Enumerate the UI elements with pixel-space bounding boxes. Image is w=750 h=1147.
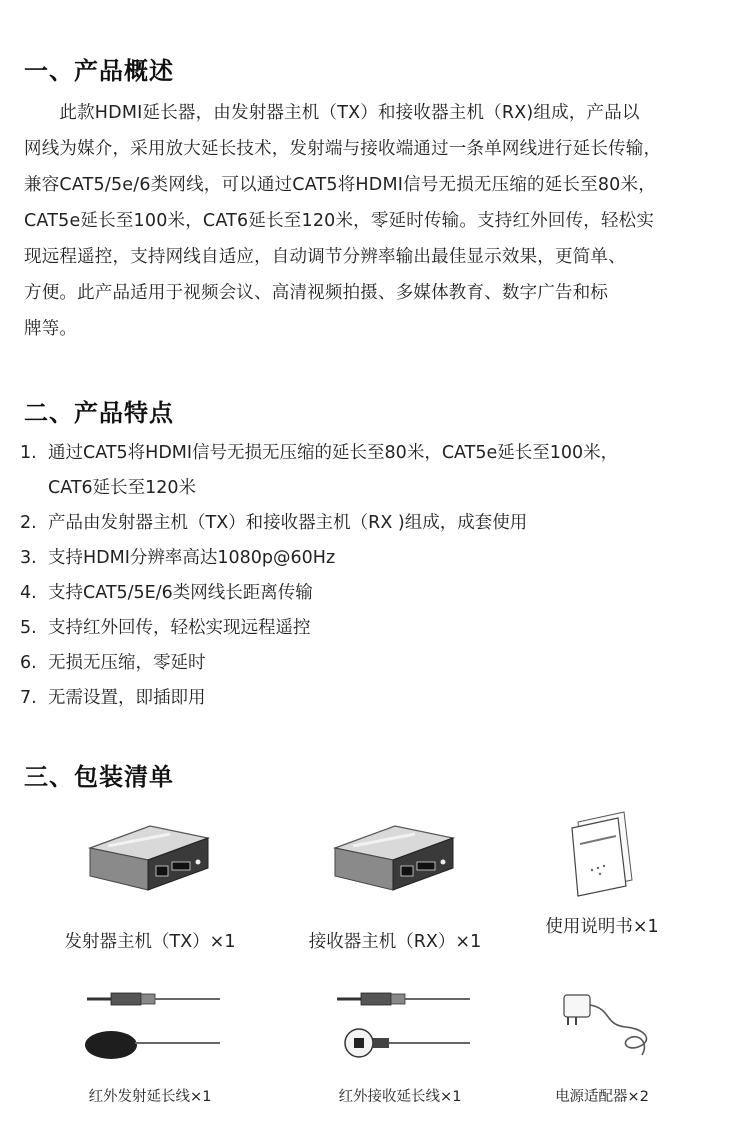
feature-text: 无需设置，即插即用 [48,688,206,708]
feature-item [20,576,730,611]
feature-text: 支持红外回传，轻松实现远程遥控 [48,618,311,638]
package-item-label: 使用说明书×1 [545,917,659,937]
package-item-power-adapter [532,985,672,1106]
overview-line: 兼容CAT5/5e/6类网线，可以通过CAT5将HDMI信号无损无压缩的延长至80米， [24,175,656,195]
feature-text: CAT6延长至120米 [48,478,197,498]
feature-number: 4. [20,583,37,603]
package-item-receiver [295,818,495,953]
feature-text: 支持HDMI分辨率高达1080p@60Hz [48,548,336,568]
power-adapter-icon [542,985,662,1065]
feature-text: 支持CAT5/5E/6类网线长距离传输 [48,583,313,603]
feature-number: 5. [20,618,37,638]
transmitter-icon [80,818,220,898]
feature-item [20,681,730,716]
feature-item [20,646,730,681]
package-item-manual [522,808,682,938]
section-title-overview: 一、产品概述 [24,57,174,85]
feature-number: 6. [20,653,37,673]
feature-number: 7. [20,688,37,708]
overview-line: 牌等。 [24,319,78,339]
feature-text: 通过CAT5将HDMI信号无损无压缩的延长至80米，CAT5e延长至100米， [48,443,619,463]
package-item-label: 红外发射延长线×1 [88,1089,212,1105]
manual-icon [562,808,642,903]
feature-item [20,506,730,541]
receiver-icon [325,818,465,898]
overview-line: 现远程遥控，支持网线自适应，自动调节分辨率输出最佳显示效果，更简单、 [24,247,626,267]
package-item-label: 接收器主机（RX）×1 [308,932,482,952]
feature-item [20,541,730,576]
overview-line: 此款HDMI延长器，由发射器主机（TX）和接收器主机（RX)组成，产品以 [24,103,640,123]
feature-text: 产品由发射器主机（TX）和接收器主机（RX )组成，成套使用 [48,513,528,533]
overview-line: CAT5e延长至100米，CAT6延长至120米，零延时传输。支持红外回传，轻松实 [24,211,655,231]
package-item-ir-emitter [60,985,240,1106]
package-item-ir-receiver [310,985,490,1106]
features-list [20,436,730,716]
section-title-features: 二、产品特点 [24,399,174,427]
feature-number: 2. [20,513,37,533]
ir-emitter-cable-icon [75,985,225,1065]
overview-line: 网线为媒介，采用放大延长技术，发射端与接收端通过一条单网线进行延长传输， [24,139,662,159]
package-item-label: 发射器主机（TX）×1 [64,932,236,952]
feature-number: 1. [20,443,37,463]
package-item-transmitter [50,818,250,953]
feature-number: 3. [20,548,37,568]
overview-line: 方便。此产品适用于视频会议、高清视频拍摄、多媒体教育、数字广告和标 [24,283,609,303]
ir-receiver-cable-icon [325,985,475,1065]
section-title-package: 三、包装清单 [24,763,174,791]
package-item-label: 电源适配器×2 [555,1089,649,1105]
overview-paragraph [24,95,734,347]
feature-item [20,436,730,506]
feature-text: 无损无压缩，零延时 [48,653,206,673]
feature-item [20,611,730,646]
package-item-label: 红外接收延长线×1 [338,1089,462,1105]
